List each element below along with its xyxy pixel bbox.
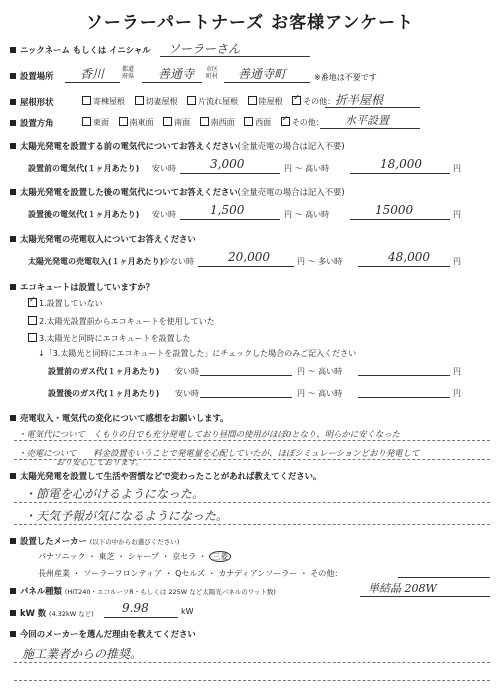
city-line xyxy=(142,82,202,83)
lifestyle-line-2: ・天気予報が気になるようになった。 xyxy=(24,509,229,523)
page-title: ソーラーパートナーズ お客様アンケート xyxy=(85,13,415,33)
elec-before-high-line xyxy=(350,173,450,174)
gas-before-unit1: 円 〜 高い時 xyxy=(297,367,343,376)
gas-after-unit1: 円 〜 高い時 xyxy=(297,389,343,398)
roof-option-shed[interactable]: 片流れ屋根 xyxy=(187,96,238,107)
ecocute-heading: エコキュートは設置していますか？ xyxy=(10,281,154,293)
gas-after-high-line[interactable] xyxy=(358,397,450,398)
sales-heading: 太陽光発電の売電収入についてお答えください xyxy=(10,233,196,245)
roof-option-other[interactable]: ✓ その他： xyxy=(292,96,335,107)
ecocute-note: ↓「3.太陽光と同時にエコキュートを設置した」にチェックした場合のみご記入ください xyxy=(38,349,357,358)
panel-line xyxy=(360,596,490,597)
city-value: 善通寺 xyxy=(158,67,195,81)
location-note: ※番地は不要です xyxy=(314,73,377,82)
direction-option-west[interactable]: 西面 xyxy=(244,117,271,128)
elec-after-high-value: 15000 xyxy=(375,203,414,217)
lifestyle-heading: 太陽光発電を設置して生活や習慣などで変わったことがあれば教えてください。 xyxy=(10,470,321,482)
roof-option-hip[interactable]: 寄棟屋根 xyxy=(82,96,125,107)
direction-other-line xyxy=(320,128,420,129)
elec-before-row-label: 設置前の電気代(１ヶ月あたり) xyxy=(28,164,140,173)
sales-unit1: 円 〜 多い時 xyxy=(297,257,343,266)
elec-before-unit2: 円 xyxy=(453,164,461,173)
impressions-line-1: ・電気代について くもりの日でも充分発電しており昼間の使用がほぼ0となり、明らかに安くなった xyxy=(18,429,401,439)
gas-after-unit2: 円 xyxy=(453,389,461,398)
town-value: 善通寺町 xyxy=(238,67,287,81)
impressions-rule-1 xyxy=(14,440,490,441)
elec-before-low-line xyxy=(180,173,280,174)
gas-before-high-line[interactable] xyxy=(358,375,450,376)
city-suffix: 市区 町村 xyxy=(206,66,219,80)
sales-high-value: 48,000 xyxy=(388,250,430,264)
kw-unit: kW xyxy=(181,607,194,616)
kw-value: 9.98 xyxy=(122,601,149,615)
ecocute-option-3[interactable]: 3.太陽光と同時にエコキュートを設置した xyxy=(28,333,191,344)
gas-before-label: 設置前のガス代(１ヶ月あたり) xyxy=(48,367,160,376)
reason-value: 施工業者からの推奨。 xyxy=(22,647,143,661)
elec-after-row-label: 設置後の電気代(１ヶ月あたり) xyxy=(28,210,140,219)
direction-option-southeast[interactable]: 南東面 xyxy=(119,117,154,128)
kw-line xyxy=(104,617,178,618)
elec-after-unit2: 円 xyxy=(453,210,461,219)
lifestyle-line-1: ・節電を心がけるようになった。 xyxy=(24,487,205,501)
reason-heading: 今回のメーカーを選んだ理由を教えてください xyxy=(10,628,196,640)
elec-after-heading: 太陽光発電を設置した後の電気代についてお答えください(全量売電の場合は記入不要) xyxy=(10,186,345,198)
direction-option-other[interactable]: ✓ その他： xyxy=(281,117,324,128)
elec-before-unit1: 円 〜 高い時 xyxy=(284,164,330,173)
elec-before-heading: 太陽光発電を設置する前の電気代についてお答えください(全量売電の場合は記入不要) xyxy=(10,140,345,152)
gas-after-low-line[interactable] xyxy=(200,397,292,398)
roof-option-gable[interactable]: 切妻屋根 xyxy=(135,96,178,107)
reason-rule-2 xyxy=(14,680,490,681)
elec-after-high-line xyxy=(350,219,450,220)
sales-unit2: 円 xyxy=(453,257,461,266)
roof-options xyxy=(82,96,342,107)
prefecture-line xyxy=(65,82,120,83)
elec-after-low-line xyxy=(180,219,280,220)
direction-label: 設置方角 xyxy=(10,117,54,129)
impressions-heading: 売電収入・電気代の変化について感想をお願いします。 xyxy=(10,412,229,424)
direction-options xyxy=(82,117,331,128)
lifestyle-rule-2 xyxy=(14,524,490,525)
direction-other-value: 水平設置 xyxy=(345,114,389,127)
maker-heading: 設置したメーカー (以下の中からお選びください) xyxy=(10,535,179,547)
elec-after-unit1: 円 〜 高い時 xyxy=(284,210,330,219)
sales-low-line xyxy=(198,266,294,267)
direction-option-southwest[interactable]: 南西面 xyxy=(200,117,235,128)
sales-high-line xyxy=(358,266,450,267)
ecocute-option-2[interactable]: 2.太陽光設置前からエコキュートを使用していた xyxy=(28,316,215,327)
roof-label: 屋根形状 xyxy=(10,96,54,108)
panel-heading: パネル種類 (HIT240・エコルーツR・もしくは 225W など太陽光パネルのワット数) xyxy=(10,585,276,597)
gas-after-label: 設置後のガス代(１ヶ月あたり) xyxy=(48,389,160,398)
ecocute-option-1[interactable]: ✓1.設置していない xyxy=(28,298,103,309)
sales-low-label: 少ない時 xyxy=(162,257,194,266)
impressions-line-2: ・売電について 料金設置をいうことで発電量を心配していたが、ほぼシミュレーションどおり発電して xyxy=(18,448,420,458)
prefecture-value: 香川 xyxy=(80,67,105,81)
roof-option-flat[interactable]: 陸屋根 xyxy=(248,96,283,107)
sales-row-label: 太陽光発電の売電収入(１ヶ月あたり) xyxy=(28,257,164,266)
prefecture-suffix: 都道 府県 xyxy=(122,66,135,80)
elec-after-low-value: 1,500 xyxy=(210,203,245,217)
kw-heading: kW 数 (4.32kW など) xyxy=(10,607,94,619)
nickname-value: ソーラーさん xyxy=(168,42,241,56)
reason-rule-1 xyxy=(14,662,490,663)
maker-selected[interactable]: 三菱 xyxy=(209,551,231,562)
town-line xyxy=(224,82,310,83)
gas-before-low-label: 安い時 xyxy=(175,367,199,376)
direction-option-east[interactable]: 東面 xyxy=(82,117,109,128)
impressions-rule-2 xyxy=(14,459,490,460)
elec-before-low-value: 3,000 xyxy=(210,157,245,171)
lifestyle-rule-1 xyxy=(14,502,490,503)
maker-row-2: 長州産業 ・ ソーラーフロンティア ・ Qセルズ ・ カナディアンソーラー ・ その他： xyxy=(38,569,343,578)
roof-other-value: 折半屋根 xyxy=(335,93,384,107)
sales-low-value: 20,000 xyxy=(228,250,270,264)
nickname-line xyxy=(160,56,310,57)
gas-before-unit2: 円 xyxy=(453,367,461,376)
panel-value: 単結晶 208W xyxy=(368,582,437,595)
elec-after-low-label: 安い時 xyxy=(152,210,176,219)
elec-before-high-value: 18,000 xyxy=(380,157,422,171)
gas-after-low-label: 安い時 xyxy=(175,389,199,398)
maker-row-1: パナソニック ・ 東芝 ・ シャープ ・ 京セラ ・ 三菱 xyxy=(38,551,231,562)
roof-other-line xyxy=(325,107,420,108)
gas-before-low-line[interactable] xyxy=(200,375,292,376)
impressions-line-3: おり安心しております。 xyxy=(40,458,144,467)
nickname-label: ニックネーム もしくは イニシャル xyxy=(10,44,151,56)
location-label: 設置場所 xyxy=(10,70,54,82)
elec-before-low-label: 安い時 xyxy=(152,164,176,173)
direction-option-south[interactable]: 南面 xyxy=(163,117,190,128)
maker-other-line[interactable] xyxy=(398,577,490,578)
